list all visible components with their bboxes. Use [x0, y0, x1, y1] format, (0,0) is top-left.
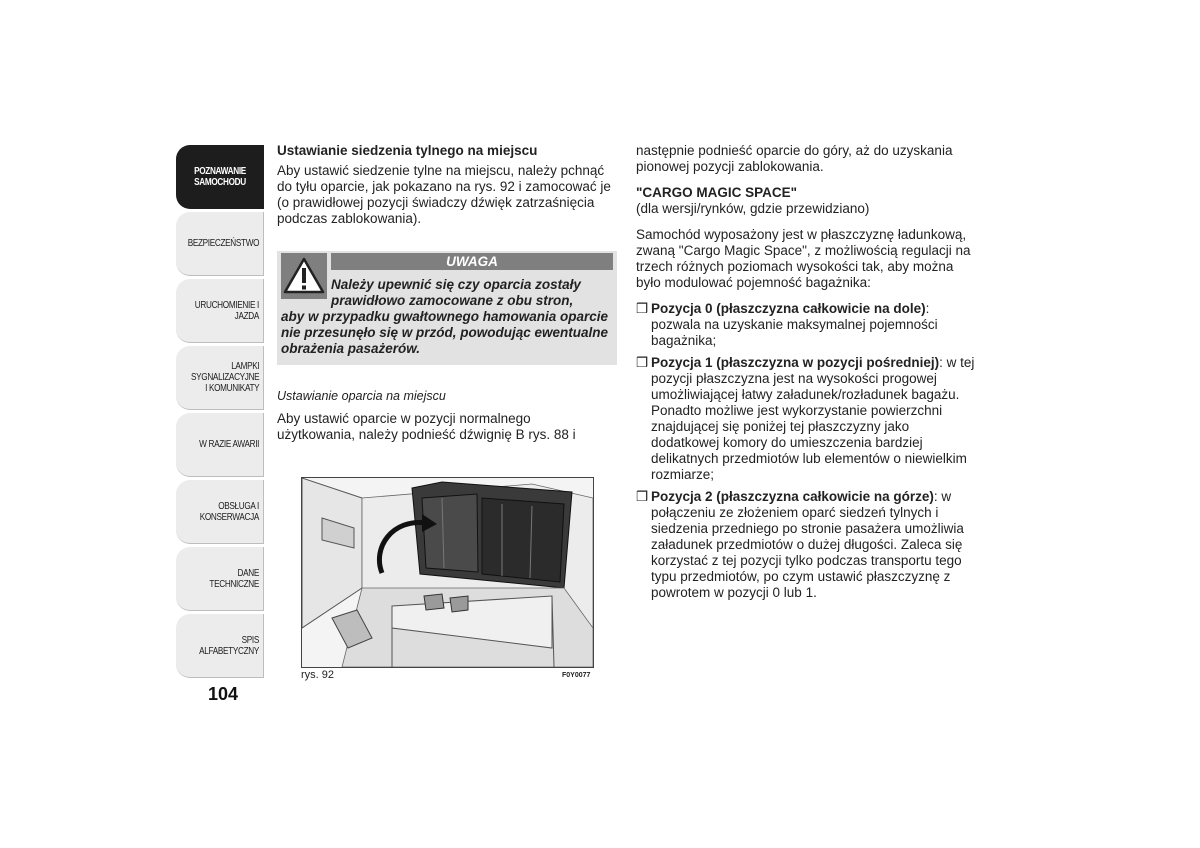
section-note: (dla wersji/rynków, gdzie przewidziano): [636, 201, 870, 216]
checkbox-bullet-icon: ❒: [636, 301, 649, 316]
tab-label: BEZPIECZEŃSTWO: [187, 238, 259, 249]
warning-title: UWAGA: [331, 253, 613, 270]
paragraph: Aby ustawić siedzenie tylne na miejscu, należy pchnąć do tyłu oparcie, jak pokazano na rys. 92 i zamocować je (o prawidłowej pozycji świadczy dźwięk zatrzaśnięcia podczas zablokowania).: [277, 163, 611, 226]
checkbox-bullet-icon: ❒: [636, 355, 649, 370]
tab-label: OBSŁUGA I KONSERWACJA: [199, 500, 259, 523]
checkbox-bullet-icon: ❒: [636, 489, 649, 504]
figure-code: F0Y0077: [562, 672, 591, 679]
tab-label: SPIS ALFABETYCZNY: [199, 634, 259, 657]
tab-label: W RAZIE AWARII: [199, 439, 259, 450]
list-item: [636, 301, 976, 349]
rear-seat-illustration: [302, 478, 593, 667]
warning-text: [281, 277, 615, 357]
list-item-title: Pozycja 0 (płaszczyzna całkowicie na dole): [651, 301, 926, 316]
list-item-title: Pozycja 2 (płaszczyzna całkowicie na górze): [651, 489, 934, 504]
left-column: [277, 143, 617, 227]
list-item: [636, 355, 976, 483]
tab-label: DANE TECHNICZNE: [209, 567, 259, 590]
page-number: 104: [208, 684, 239, 704]
tab-lampki-sygnalizacyjne[interactable]: [176, 346, 264, 410]
figure-illustration: [301, 477, 594, 668]
tab-bezpieczenstwo[interactable]: [176, 212, 264, 276]
tab-label: POZNAWANIE SAMOCHODU: [194, 166, 246, 188]
warning-box: [277, 251, 617, 365]
list-item-text: : w połączeniu ze złożeniem oparć siedzeń tylnych i siedzenia przedniego po stronie pasażera umożliwia załadunek przedmiotów o dużej długości. Zaleca się korzystać z tej pozycji tylko podczas transportu tego typu przedmiotów, po czym ustawić płaszczyznę z powrotem w pozycji 0 lub 1.: [651, 489, 964, 600]
paragraph: Aby ustawić oparcie w pozycji normalnego użytkowania, należy podnieść dźwignię B rys. 88 i: [277, 411, 576, 442]
figure-caption: rys. 92: [301, 669, 335, 681]
section-heading: Ustawianie siedzenia tylnego na miejscu: [277, 143, 538, 158]
right-column: [636, 143, 976, 607]
tab-label: URUCHOMIENIE I JAZDA: [194, 299, 259, 322]
warning-text-rest: aby w przypadku gwałtownego hamowania oparcie nie przesunęło się w przód, powodując ewentualne obrażenia pasażerów.: [281, 309, 609, 356]
list-item: [636, 489, 976, 601]
tab-w-razie-awarii[interactable]: [176, 413, 264, 477]
tab-uruchomienie-i-jazda[interactable]: [176, 279, 264, 343]
section-heading: "CARGO MAGIC SPACE": [636, 185, 798, 200]
subheading: Ustawianie oparcia na miejscu: [277, 389, 446, 403]
tab-label: LAMPKI SYGNALIZACYJNE I KOMUNIKATY: [190, 361, 259, 394]
tab-obsluga-i-konserwacja[interactable]: [176, 480, 264, 544]
warning-text-line1: Należy upewnić się czy oparcia zostały prawidłowo zamocowane z obu stron,: [331, 277, 581, 308]
tab-spis-alfabetyczny[interactable]: [176, 614, 264, 678]
tab-poznawanie-samochodu[interactable]: [176, 145, 264, 209]
list-item-title: Pozycja 1 (płaszczyzna w pozycji pośredniej): [651, 355, 940, 370]
list-item-text: : pozwala na uzyskanie maksymalnej pojemności bagażnika;: [651, 301, 938, 348]
paragraph: Samochód wyposażony jest w płaszczyznę ładunkową, zwaną "Cargo Magic Space", z możliwością regulacji na trzech różnych poziomach wysokości tak, aby można było modulować pojemność bagażnika:: [636, 227, 971, 290]
list-item-text: : w tej pozycji płaszczyzna jest na wysokości progowej umożliwiającej łatwy załadunek/rozładunek bagażu. Ponadto możliwe jest wykorzystanie powierzchni znajdującej się poniżej tej płaszczyzny jako dodatkowej komory do umieszczenia bardziej delikatnych przedmiotów lub elementów o niewielkim rozmiarze;: [651, 355, 975, 482]
tab-dane-techniczne[interactable]: [176, 547, 264, 611]
paragraph: następnie podnieść oparcie do góry, aż do uzyskania pionowej pozycji zablokowania.: [636, 143, 953, 174]
